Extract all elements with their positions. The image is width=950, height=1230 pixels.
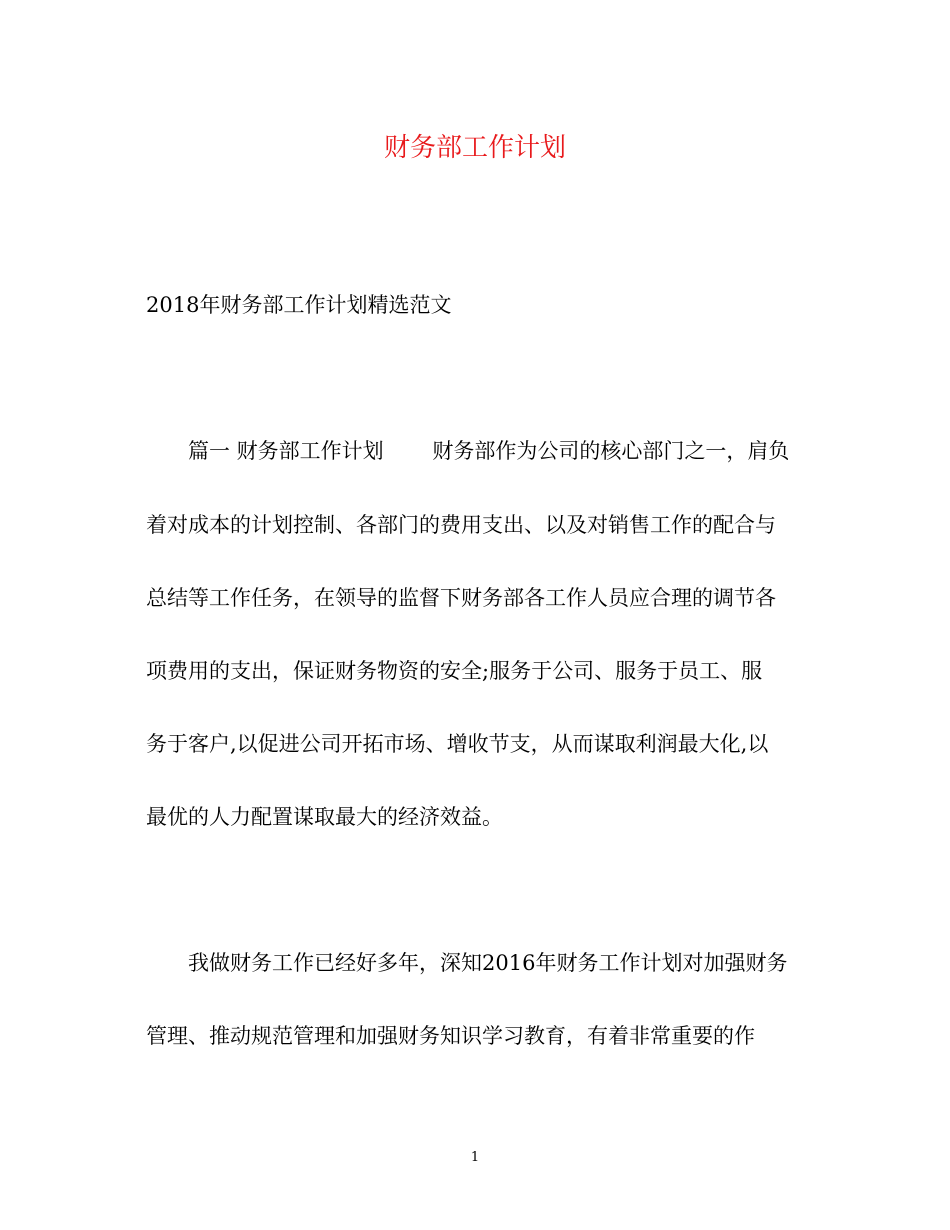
paragraph-line: 管理、推动规范管理和加强财务知识学习教育，有着非常重要的作: [146, 1024, 755, 1048]
paragraph-line: 项费用的支出，保证财务物资的安全;服务于公司、服务于员工、服: [146, 659, 763, 683]
paragraph-line: 总结等工作任务，在领导的监督下财务部各工作人员应合理的调节各: [146, 586, 776, 610]
paragraph-line: 务于客户,以促进公司开拓市场、增收节支，从而谋取利润最大化,以: [146, 732, 769, 756]
paragraph-line: 篇一 财务部工作计划 财务部作为公司的核心部门之一，肩负: [188, 439, 790, 463]
paragraph-line: 着对成本的计划控制、各部门的费用支出、以及对销售工作的配合与: [146, 513, 776, 537]
page-number: 1: [470, 1150, 480, 1165]
document-subtitle: 2018年财务部工作计划精选范文: [146, 293, 452, 317]
paragraph-line: 最优的人力配置谋取最大的经济效益。: [146, 805, 503, 829]
paragraph-line: 我做财务工作已经好多年，深知2016年财务工作计划对加强财务: [188, 951, 788, 975]
page-title: 财务部工作计划: [383, 133, 566, 163]
